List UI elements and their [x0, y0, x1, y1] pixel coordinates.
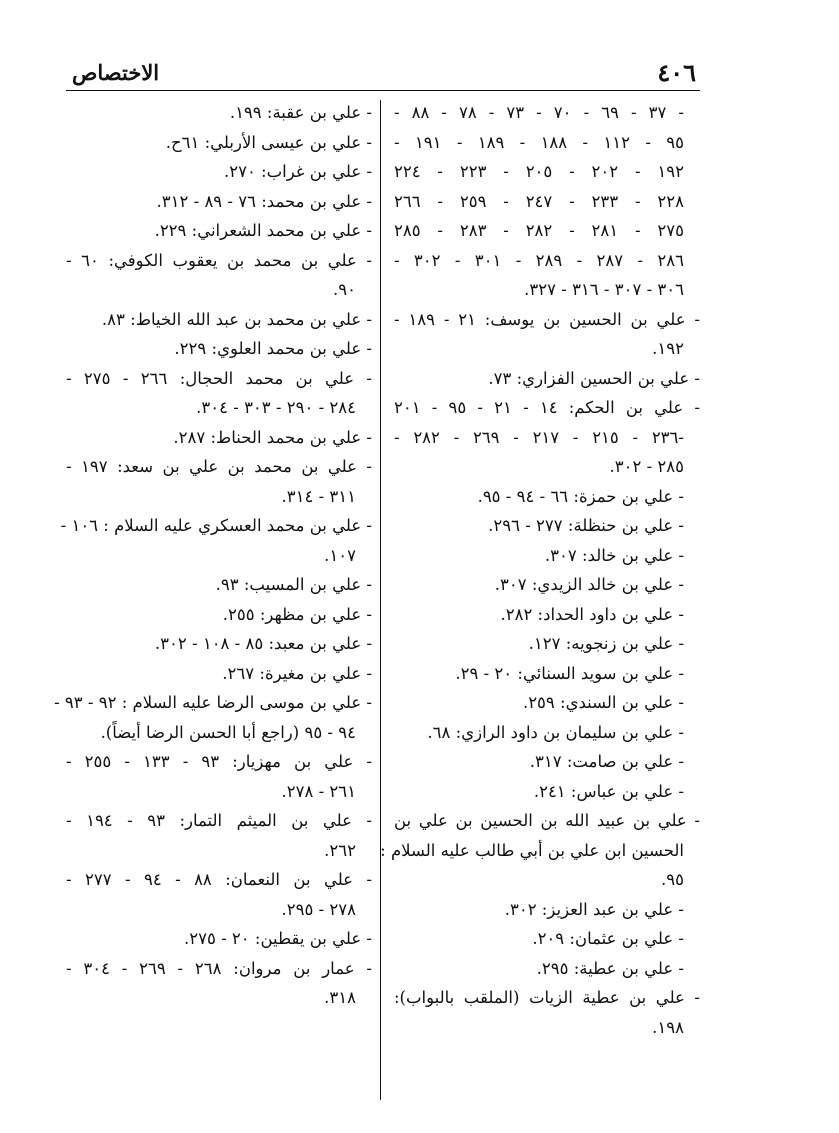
page-number: ٤٠٦	[657, 58, 696, 87]
index-entry-line: - علي بن عيسى الأربلي: ٦١ح.	[165, 132, 372, 152]
index-entry-line: ١٩٢ - ٢٠٢ - ٢٠٥ - ٢٢٣ - ٢٢٤	[394, 162, 684, 181]
index-entry-line: ١٩٢.	[652, 339, 684, 358]
index-entry-line: - علي بن عثمان: ٢٠٩.	[532, 929, 684, 948]
index-columns	[54, 98, 700, 1108]
index-entry-line: ٣١١ - ٣١٤.	[281, 486, 356, 506]
index-entry-line: ٩٥.	[661, 870, 684, 889]
book-title: الاختصاص	[72, 60, 160, 85]
index-entry-line: الحسين ابن علي بن أبي طالب عليه السلام :	[380, 840, 684, 860]
index-entry-line: - علي بن معبد: ٨٥ - ١٠٨ - ٣٠٢.	[154, 634, 372, 653]
index-entry-line: - عمار بن مروان: ٢٦٨ - ٢٦٩ - ٣٠٤ -	[66, 958, 372, 978]
index-entry-line: -٢٣٦ - ٢١٥ - ٢١٧ - ٢٦٩ - ٢٨٢ -	[394, 427, 684, 447]
index-entry-line: - علي بن محمد: ٧٦ - ٨٩ - ٣١٢.	[156, 191, 372, 211]
index-entry-line: - علي بن عطية الزيات (الملقب بالبواب):	[394, 988, 700, 1007]
index-entry-line: - علي بن سليمان بن داود الرازي: ٦٨.	[427, 722, 684, 742]
index-entry-line: - علي بن الحكم: ١٤ - ٢١ - ٩٥ - ٢٠١	[394, 398, 700, 417]
index-entry-line: ٢٨٥ - ٣٠٢.	[609, 457, 684, 476]
index-entry-line: ٢٧٨ - ٢٩٥.	[281, 899, 356, 919]
index-entry-line: - علي بن عبد العزيز: ٣٠٢.	[504, 899, 684, 919]
column-divider	[380, 100, 381, 1100]
index-entry-line: - علي بن حنظلة: ٢٧٧ - ٢٩٦.	[488, 516, 684, 535]
index-entry-line: ٢٢٨ - ٢٣٣ - ٢٤٧ - ٢٥٩ - ٢٦٦	[394, 191, 684, 211]
index-entry-line: ٢٨٤ - ٢٩٠ - ٣٠٣ - ٣٠٤.	[196, 398, 356, 417]
index-entry-line: - علي بن المسيب: ٩٣.	[215, 575, 372, 594]
index-entry-line: - علي بن محمد بن علي بن سعد: ١٩٧ -	[66, 457, 373, 476]
index-entry-line: - علي بن مغيرة: ٢٦٧.	[222, 663, 372, 683]
index-entry-line: - علي بن خالد الزيدي: ٣٠٧.	[494, 575, 684, 594]
index-entry-line: - علي بن محمد بن عبد الله الخياط: ٨٣.	[101, 309, 372, 329]
index-entry-line: ٩٠.	[333, 280, 356, 299]
index-entry-line: - علي بن عطية: ٢٩٥.	[536, 958, 684, 978]
index-entry-line: - علي بن يقطين: ٢٠ - ٢٧٥.	[184, 929, 372, 948]
index-entry-line: - علي بن حمزة: ٦٦ - ٩٤ - ٩٥.	[477, 486, 684, 506]
index-entry-line: - علي بن زنجويه: ١٢٧.	[528, 634, 684, 653]
page-header	[66, 58, 700, 91]
index-entry-line: - علي بن عقبة: ١٩٩.	[229, 103, 372, 122]
index-entry-line: - علي بن محمد الحناط: ٢٨٧.	[173, 427, 372, 447]
index-entry-line: - علي بن السندي: ٢٥٩.	[522, 693, 684, 712]
index-entry-line: - علي بن صامت: ٣١٧.	[529, 752, 684, 771]
index-entry-line: - علي بن محمد بن يعقوب الكوفي: ٦٠ -	[66, 250, 372, 270]
index-entry-line: - علي بن محمد العسكري عليه السلام : ١٠٦ -	[60, 516, 372, 535]
index-entry-line: - علي بن موسى الرضا عليه السلام : ٩٢ - ٩٣ -	[54, 693, 372, 712]
index-entry-line: - علي بن محمد الشعراني: ٢٢٩.	[154, 221, 372, 240]
index-entry-line: ٢٧٥ - ٢٨١ - ٢٨٢ - ٢٨٣ - ٢٨٥	[394, 221, 684, 240]
index-entry-line: - علي بن غراب: ٢٧٠.	[223, 162, 372, 181]
index-entry-line: ٣١٨.	[324, 988, 356, 1007]
index-entry-line: - علي بن عبيد الله بن الحسين بن علي بن	[394, 811, 700, 830]
index-entry-line: - ٣٧ - ٦٩ - ٧٠ - ٧٣ - ٧٨ - ٨٨ -	[394, 103, 684, 122]
index-entry-line: - علي بن الميثم التمار: ٩٣ - ١٩٤ -	[66, 811, 372, 830]
index-column-right	[380, 98, 700, 1042]
page	[54, 58, 700, 1037]
index-entry-line: - علي بن داود الحداد: ٢٨٢.	[500, 604, 684, 624]
index-entry-line: ١٠٧.	[324, 545, 356, 565]
index-entry-line: - علي بن محمد الحجال: ٢٦٦ - ٢٧٥ -	[66, 368, 372, 388]
index-entry-line: ٩٤ - ٩٥ (راجع أبا الحسن الرضا أيضاً).	[100, 722, 356, 742]
index-entry-line: - علي بن محمد العلوي: ٢٢٩.	[174, 339, 372, 358]
index-entry-line: - علي بن الحسين الفزاري: ٧٣.	[488, 368, 700, 388]
index-entry-line: ٣٠٦ - ٣٠٧ - ٣١٦ - ٣٢٧.	[524, 280, 684, 299]
index-entry-line: ٢٨٦ - ٢٨٧ - ٢٨٩ - ٣٠١ - ٣٠٢ -	[394, 250, 684, 270]
index-entry-line: ١٩٨.	[652, 1017, 684, 1037]
index-entry-line: - علي بن مهزيار: ٩٣ - ١٣٣ - ٢٥٥ -	[66, 752, 372, 771]
index-entry-line: - علي بن النعمان: ٨٨ - ٩٤ - ٢٧٧ -	[66, 870, 372, 889]
index-entry-line: ٩٥ - ١١٢ - ١٨٨ - ١٨٩ - ١٩١ -	[394, 132, 684, 152]
index-entry-line: - علي بن عباس: ٢٤١.	[533, 781, 684, 801]
index-entry-line: - علي بن الحسين بن يوسف: ٢١ - ١٨٩ -	[394, 309, 700, 329]
index-entry-line: - علي بن سويد السنائي: ٢٠ - ٢٩.	[455, 663, 684, 683]
index-entry-line: - علي بن خالد: ٣٠٧.	[544, 545, 684, 565]
index-column-left	[54, 98, 373, 1013]
index-entry-line: ٢٦٢.	[324, 840, 356, 860]
index-entry-line: ٢٦١ - ٢٧٨.	[281, 781, 356, 801]
index-entry-line: - علي بن مظهر: ٢٥٥.	[222, 604, 372, 624]
